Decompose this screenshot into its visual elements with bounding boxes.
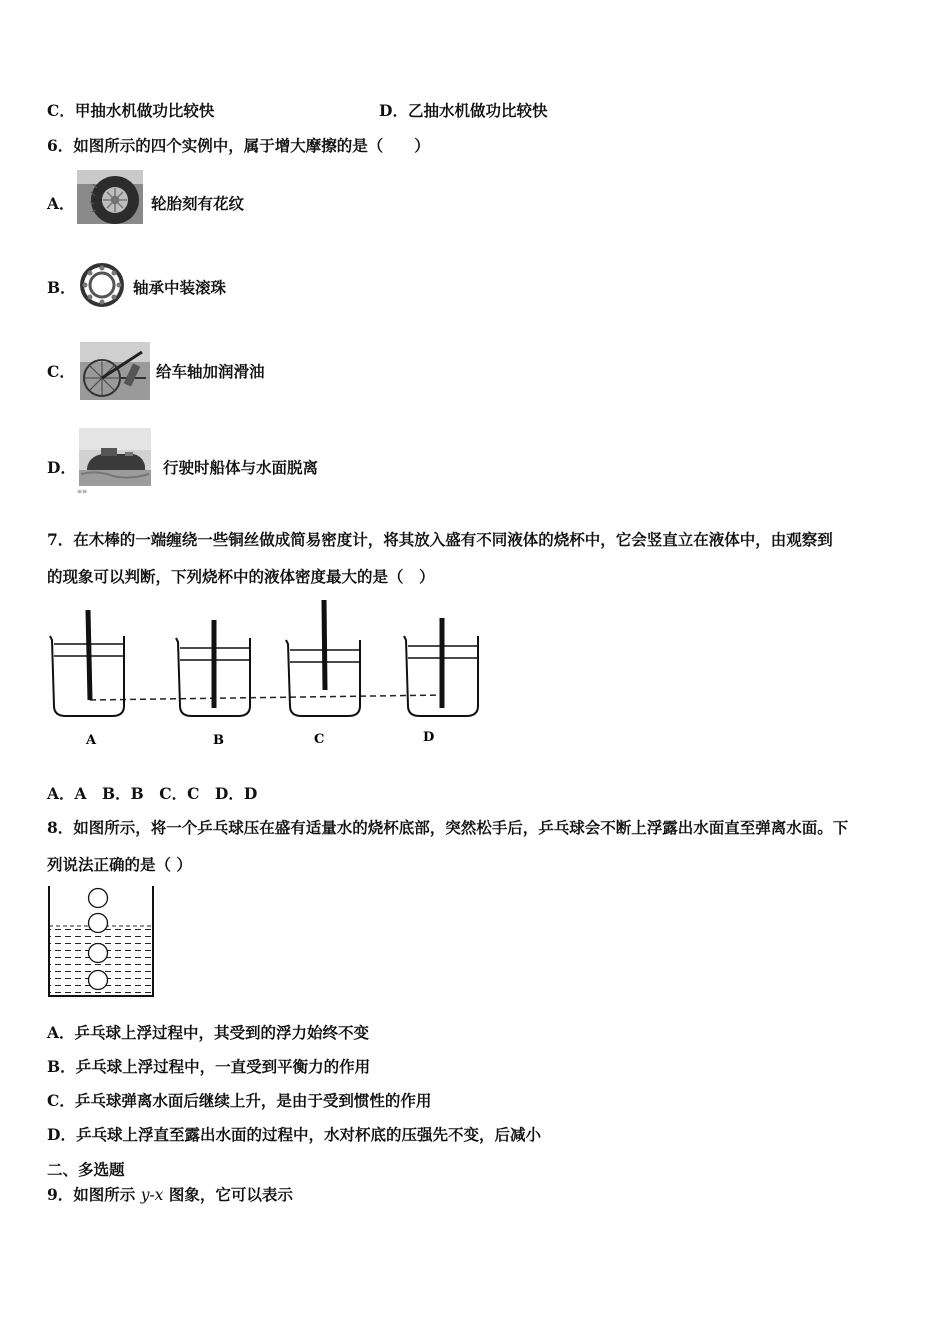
q8-stem-line2: 列说法正确的是（ ） — [47, 855, 192, 874]
q7-answers: A．A B．B C．C D．D — [47, 784, 258, 803]
beaker-label-a: A — [86, 733, 97, 748]
q6-stem: 6．如图所示的四个实例中，属于增大摩擦的是（ ） — [47, 136, 430, 155]
q6-option-a-text: 轮胎刻有花纹 — [151, 194, 245, 213]
tire-photo — [77, 170, 143, 224]
q7-stem-line2: 的现象可以判断，下列烧杯中的液体密度最大的是（ ） — [47, 567, 435, 586]
section2-heading: 二、多选题 — [47, 1160, 125, 1179]
q9-suffix: 图象，它可以表示 — [163, 1185, 293, 1204]
q6-option-b-letter: B． — [47, 278, 76, 297]
q8-option-c: C．乒乓球弹离水面后继续上升，是由于受到惯性的作用 — [47, 1091, 432, 1110]
ball-3 — [89, 944, 108, 963]
q8-stem-line1: 8．如图所示，将一个乒乓球压在盛有适量水的烧杯底部，突然松手后，乒乓球会不断上浮露出水面直至弹离水面。下 — [47, 818, 849, 837]
rod-c — [324, 600, 325, 690]
beaker-label-c: C — [314, 732, 325, 747]
q6-option-b-text: 轴承中装滚珠 — [133, 278, 227, 297]
q8-beaker-figure — [45, 884, 157, 1000]
q9-math: y-x — [140, 1186, 164, 1204]
bike-axle-photo — [80, 342, 150, 400]
q6-option-d-text: 行驶时船体与水面脱离 — [163, 458, 319, 477]
q9-prefix: 9．如图所示 — [47, 1185, 141, 1204]
bearing-photo — [79, 262, 125, 308]
ball-4 — [89, 971, 108, 990]
q7-dashed-line — [90, 695, 444, 700]
q6-option-c-letter: C． — [47, 362, 75, 381]
q5-option-c: C．甲抽水机做功比较快 — [47, 101, 215, 120]
beaker-label-d: D — [423, 730, 435, 745]
rod-a — [88, 610, 90, 700]
q8-option-b: B．乒乓球上浮过程中，一直受到平衡力的作用 — [47, 1057, 371, 1076]
q6-option-d-letter: D． — [47, 458, 76, 477]
q6-option-c-text: 给车轴加润滑油 — [156, 362, 265, 381]
q7-beakers-figure — [44, 596, 484, 752]
ball-1 — [89, 889, 108, 908]
q9-stem — [47, 1185, 293, 1205]
ball-2 — [89, 914, 108, 933]
q8-option-a: A．乒乓球上浮过程中，其受到的浮力始终不变 — [47, 1023, 370, 1042]
q6-option-a-letter: A． — [47, 194, 75, 213]
q8-option-d: D．乒乓球上浮直至露出水面的过程中，水对杯底的压强先不变，后减小 — [47, 1125, 541, 1144]
q7-stem-line1: 7．在木棒的一端缠绕一些铜丝做成简易密度计，将其放入盛有不同液体的烧杯中，它会竖直立在液体中，由观察到 — [47, 530, 833, 549]
q5-option-d: D．乙抽水机做功比较快 — [379, 101, 548, 120]
beaker-label-b: B — [213, 733, 224, 748]
svg-text:≡≡: ≡≡ — [77, 488, 88, 494]
hovercraft-photo — [77, 424, 153, 494]
